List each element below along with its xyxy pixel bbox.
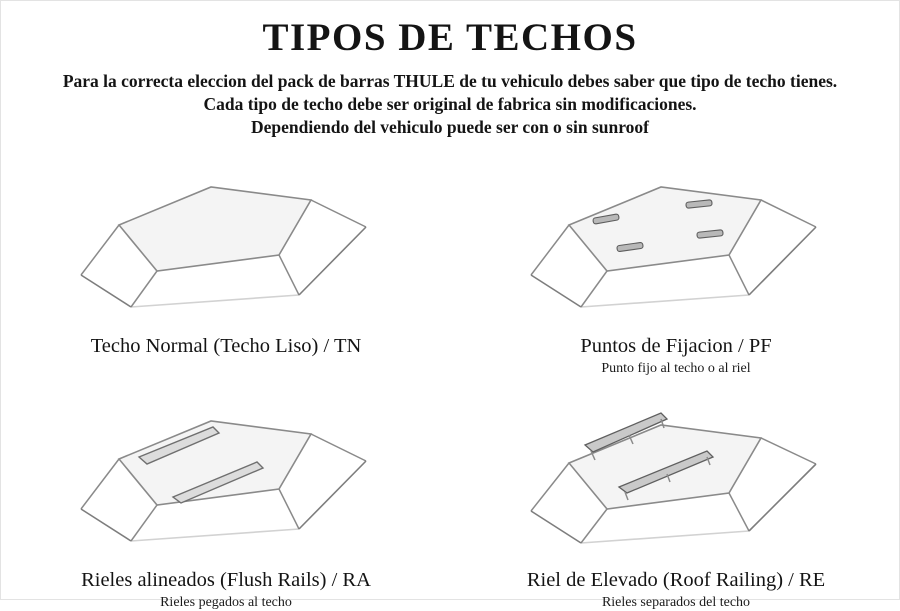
roof-type-sublabel-ra: Rieles pegados al techo (160, 595, 292, 610)
roof-type-card-ra (1, 377, 451, 611)
intro-text (1, 70, 899, 139)
page-title: TIPOS DE TECHOS (262, 16, 638, 59)
roof-type-sublabel-re: Rieles separados del techo (601, 595, 751, 610)
roof-type-card-pf (451, 151, 900, 377)
roof-type-label-pf: Puntos de Fijacion / PF (580, 335, 772, 357)
intro-line-3: Dependiendo del vehiculo puede ser con o sin sunroof (250, 117, 650, 138)
plain-roof-illustration (61, 167, 391, 317)
roof-type-label-ra: Rieles alineados (Flush Rails) / RA (81, 569, 371, 591)
roof-type-card-re (451, 377, 900, 611)
raised-railing-roof-illustration (511, 401, 841, 551)
roof-type-card-tn (1, 151, 451, 377)
roof-types-grid (1, 151, 900, 610)
fixpoint-roof-illustration (511, 167, 841, 317)
flush-rails-roof-illustration (61, 401, 391, 551)
roof-type-sublabel-pf: Punto fijo al techo o al riel (601, 361, 751, 376)
roof-type-label-re: Riel de Elevado (Roof Railing) / RE (526, 569, 826, 591)
roof-type-label-tn: Techo Normal (Techo Liso) / TN (90, 335, 362, 357)
intro-line-1: Para la correcta eleccion del pack de barras THULE de tu vehiculo debes saber que tipo de techo tienes. (62, 70, 838, 91)
intro-line-2: Cada tipo de techo debe ser original de fabrica sin modificaciones. (203, 93, 697, 114)
